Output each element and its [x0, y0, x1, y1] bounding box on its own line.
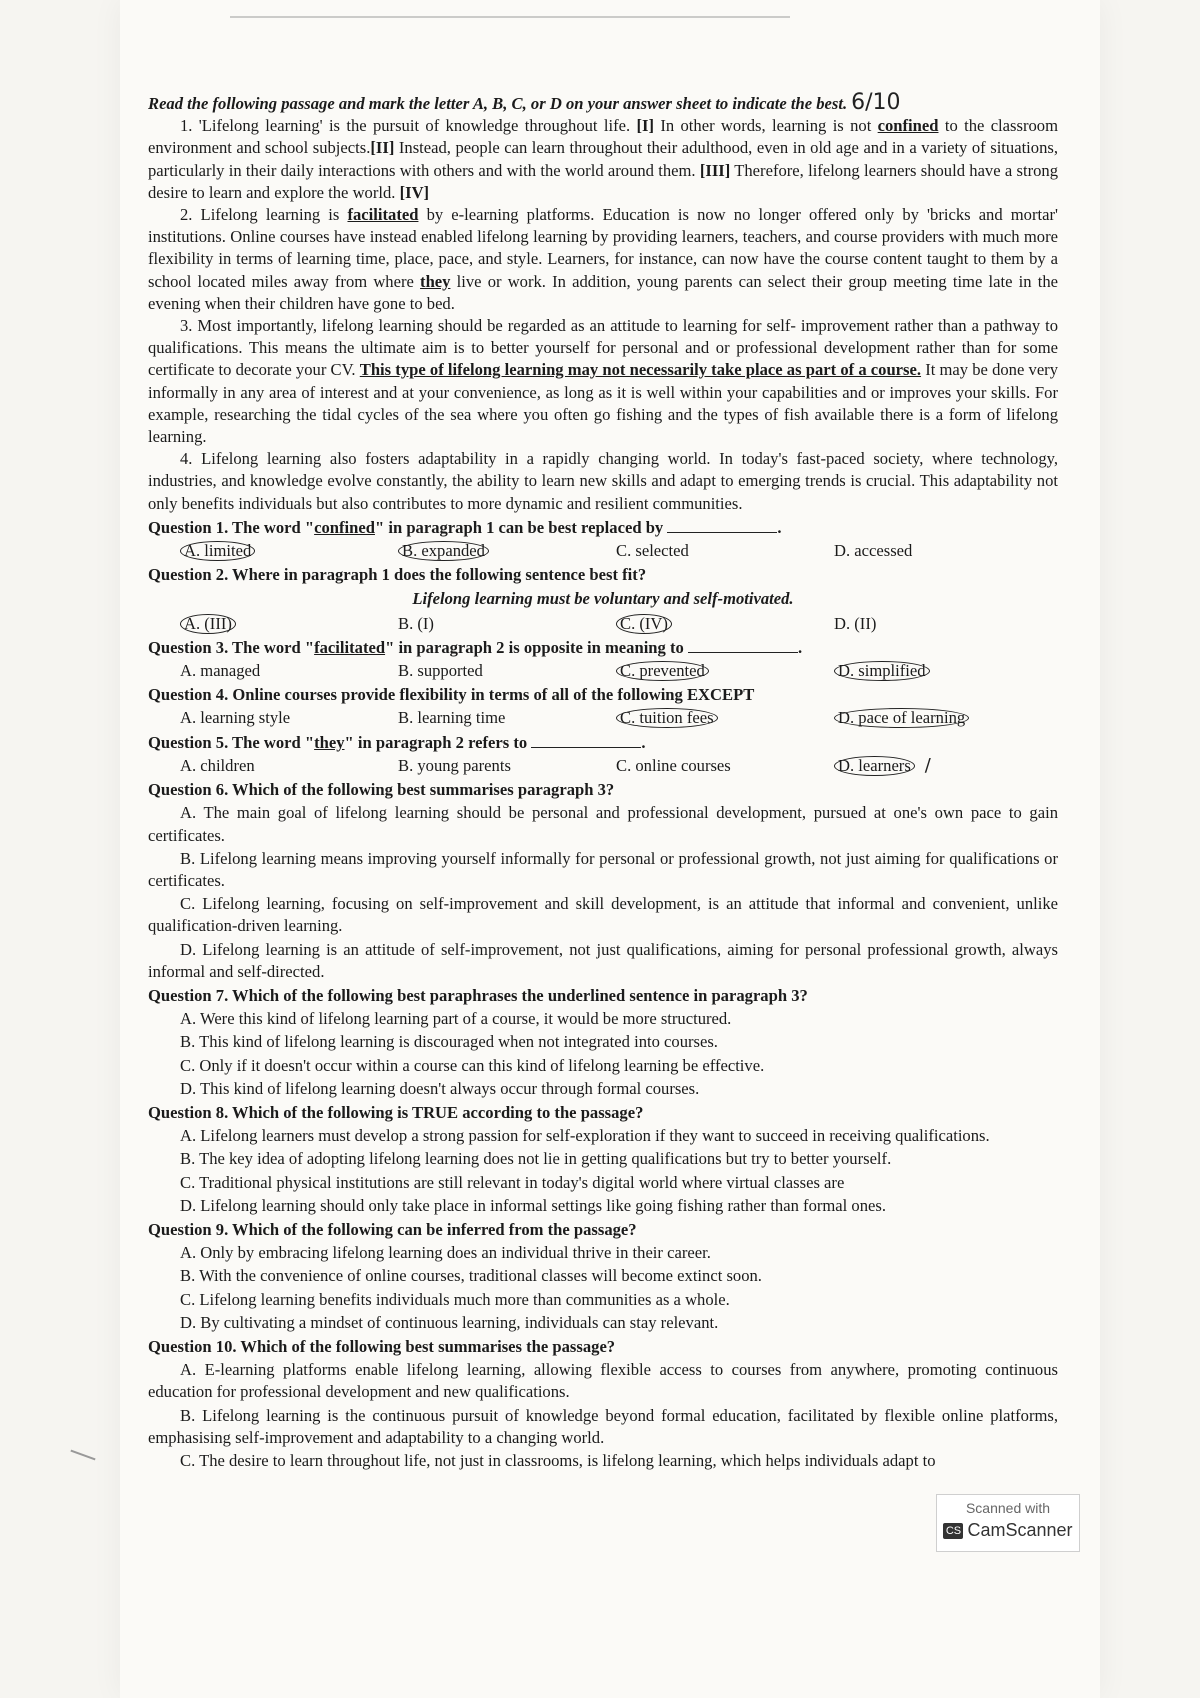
- option-4a[interactable]: A. learning style: [180, 708, 291, 728]
- question-3: Question 3. The word "facilitated" in paragraph 2 is opposite in meaning to .: [148, 637, 803, 657]
- paragraph-3: 3. Most importantly, lifelong learning should be regarded as an attitude to learning for self- improvement rather than a pathway to qualifications. This means the ultimate aim is to better yourself for personal and or professional development rather than for some certificate to decorate your CV. This type of lifelong learning may not necessarily take place as part of a course. It may be done very informally in any area of interest and at your convenience, as long as it is well within your capabilities and or improves your skills. For example, researching the tidal cycles of the sea where you often go fishing and the types of fish available there is a form of lifelong learning.: [148, 316, 1059, 447]
- underlined-they: they: [420, 271, 451, 291]
- option-7b[interactable]: B. This kind of lifelong learning is discouraged when not integrated into courses.: [180, 1032, 718, 1052]
- option-3c-circled[interactable]: C. prevented: [616, 661, 709, 681]
- question-2-sentence: Lifelong learning must be voluntary and self-motivated.: [412, 589, 794, 609]
- option-3d-circled[interactable]: D. simplified: [834, 661, 930, 681]
- option-4c-circled[interactable]: C. tuition fees: [616, 708, 718, 728]
- score-mark: 6/10: [851, 90, 901, 115]
- question-6: Question 6. Which of the following best summarises paragraph 3?: [148, 780, 615, 800]
- option-6c[interactable]: C. Lifelong learning, focusing on self-improvement and skill development, is an attitude that informal and convenient, unlike qualification-driven learning.: [148, 894, 1058, 936]
- option-2d[interactable]: D. (II): [834, 613, 877, 633]
- option-4b[interactable]: B. learning time: [398, 708, 506, 728]
- option-6b-circled[interactable]: B. Lifelong learning means improving yourself informally for personal or professional growth, not just aiming for qualifications or certificates.: [148, 848, 1058, 890]
- question-5-options: [148, 755, 1058, 777]
- option-6a[interactable]: A. The main goal of lifelong learning should be personal and professional development, pursued at one's own pace to gain certificates.: [148, 803, 1058, 845]
- question-1: Question 1. The word "confined" in paragraph 1 can be best replaced by .: [148, 517, 782, 537]
- option-10a[interactable]: A. E-learning platforms enable lifelong learning, allowing flexible access to courses from anywhere, promoting continuous education for professional development and new qualifications.: [148, 1360, 1058, 1402]
- option-7a[interactable]: A. Were this kind of lifelong learning part of a course, it would be more structured.: [180, 1009, 732, 1029]
- question-3-options: [148, 660, 1058, 682]
- option-3b[interactable]: B. supported: [398, 661, 483, 681]
- question-5: Question 5. The word "they" in paragraph 2 refers to .: [148, 732, 646, 752]
- scanner-line-2: CS CamScanner: [937, 1520, 1079, 1541]
- scanner-line-1: Scanned with: [965, 1500, 1051, 1516]
- option-1d[interactable]: D. accessed: [834, 541, 913, 561]
- option-9a[interactable]: A. Only by embracing lifelong learning does an individual thrive in their career.: [180, 1243, 711, 1263]
- pen-stroke-mark: [70, 1450, 95, 1461]
- option-8c[interactable]: C. Traditional physical institutions are still relevant in today's digital world where virtual classes are: [180, 1172, 845, 1192]
- question-4-options: [148, 707, 1058, 729]
- option-2a-circled[interactable]: A. (III): [180, 614, 236, 634]
- paragraph-1: 1. 'Lifelong learning' is the pursuit of knowledge throughout life. [I] In other words, learning is not confined to the classroom environment and school subjects.[II] Instead, people can learn throughout their adulthood, even in old age and in a variety of situations, particularly in their daily interactions with others and with the world around them. [III] Therefore, lifelong learners should have a strong desire to learn and explore the world. [IV]: [148, 116, 1058, 202]
- camscanner-watermark: [936, 1494, 1080, 1552]
- option-10c[interactable]: C. The desire to learn throughout life, not just in classrooms, is lifelong learning, which helps individuals adapt to: [180, 1450, 936, 1470]
- option-9c[interactable]: C. Lifelong learning benefits individuals much more than communities as a whole.: [180, 1289, 730, 1309]
- option-3a[interactable]: A. managed: [180, 661, 261, 681]
- camscanner-logo-icon: CS: [943, 1523, 963, 1539]
- question-2: Question 2. Where in paragraph 1 does the following sentence best fit?: [148, 565, 647, 585]
- question-8: Question 8. Which of the following is TRUE according to the passage?: [148, 1102, 644, 1122]
- option-7c[interactable]: C. Only if it doesn't occur within a course can this kind of lifelong learning be effective.: [180, 1055, 765, 1075]
- underlined-confined: confined: [877, 116, 939, 136]
- option-8a[interactable]: A. Lifelong learners must develop a strong passion for self-exploration if they want to succeed in receiving qualifications.: [180, 1126, 990, 1146]
- option-5c[interactable]: C. online courses: [616, 755, 731, 775]
- option-2c-circled[interactable]: C. (IV): [616, 614, 672, 634]
- question-1-options: [148, 540, 1058, 562]
- scan-top-mark: [230, 0, 790, 18]
- underlined-sentence: This type of lifelong learning may not necessarily take place as part of a course.: [359, 360, 922, 380]
- option-4d-circled[interactable]: D. pace of learning: [834, 708, 969, 728]
- option-1c[interactable]: C. selected: [616, 541, 689, 561]
- option-8b-circled[interactable]: B. The key idea of adopting lifelong learning does not lie in getting qualifications but try to better yourself.: [180, 1149, 892, 1169]
- option-1b-circled[interactable]: B. expanded: [398, 541, 489, 561]
- question-4: Question 4. Online courses provide flexibility in terms of all of the following EXCEPT: [148, 685, 755, 705]
- question-10: Question 10. Which of the following best summarises the passage?: [148, 1336, 616, 1356]
- check-mark-icon: /: [924, 754, 931, 776]
- option-1a-selected[interactable]: A. limited: [180, 541, 255, 561]
- option-6d[interactable]: D. Lifelong learning is an attitude of self-improvement, not just qualifications, aiming for personal professional growth, always informal and self-directed.: [148, 939, 1058, 981]
- option-5b[interactable]: B. young parents: [398, 755, 511, 775]
- option-2b[interactable]: B. (I): [398, 613, 434, 633]
- option-8d[interactable]: D. Lifelong learning should only take place in informal settings like going fishing rather than formal ones.: [180, 1195, 886, 1215]
- paragraph-4: 4. Lifelong learning also fosters adaptability in a rapidly changing world. In today's fast-paced society, where technology, industries, and knowledge evolve constantly, the ability to learn new skills and adapt to emerging trends is crucial. This adaptability not only benefits individuals but also contributes to more dynamic and resilient communities.: [148, 449, 1058, 513]
- option-9d-circled[interactable]: D. By cultivating a mindset of continuous learning, individuals can stay relevant.: [180, 1312, 719, 1332]
- question-2-options: [148, 613, 1058, 635]
- option-5a[interactable]: A. children: [180, 755, 255, 775]
- underlined-facilitated: facilitated: [347, 205, 419, 225]
- option-9b[interactable]: B. With the convenience of online courses, traditional classes will become extinct soon.: [180, 1266, 762, 1286]
- worksheet: [148, 92, 1058, 1473]
- question-7: Question 7. Which of the following best paraphrases the underlined sentence in paragraph 3?: [148, 985, 808, 1005]
- option-10b-circled[interactable]: B. Lifelong learning is the continuous pursuit of knowledge beyond formal education, facilitated by flexible online platforms, emphasising self-improvement and adaptability to a changing world.: [148, 1405, 1058, 1447]
- question-9: Question 9. Which of the following can be inferred from the passage?: [148, 1219, 637, 1239]
- option-5d-circled[interactable]: D. learners: [834, 756, 915, 776]
- paragraph-2: 2. Lifelong learning is facilitated by e-learning platforms. Education is now no longer offered only by 'bricks and mortar' institutions. Online courses have instead enabled lifelong learning by providing learners, teachers, and course providers with much more flexibility in terms of learning time, place, pace, and style. Learners, for instance, can now have the course content taught to them by a school located miles away from where they live or work. In addition, young parents can select their group meeting time late in the evening when their children have gone to bed.: [148, 205, 1058, 313]
- option-7d-circled[interactable]: D. This kind of lifelong learning doesn't always occur through formal courses.: [180, 1078, 700, 1098]
- instruction: Read the following passage and mark the letter A, B, C, or D on your answer sheet to indicate the best. 6/10: [148, 90, 901, 115]
